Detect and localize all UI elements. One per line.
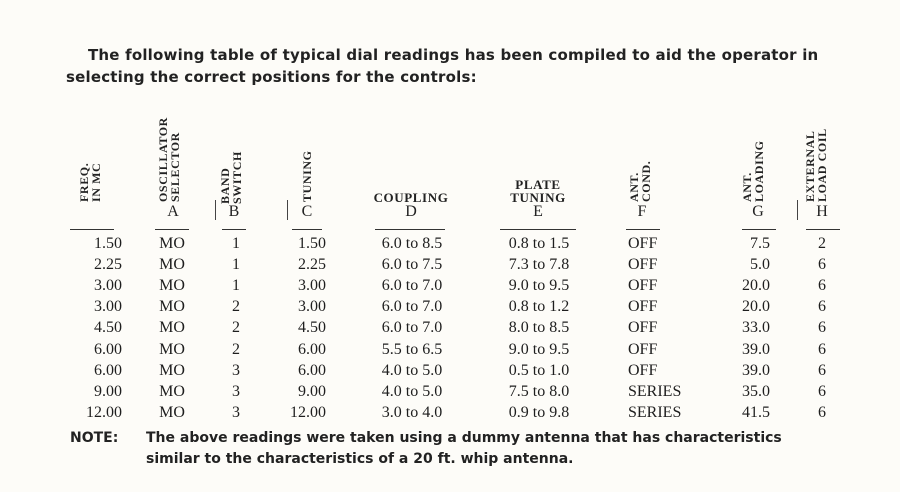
cell-ext: 6	[818, 340, 826, 358]
header-band-switch: BAND SWITCH	[218, 151, 244, 204]
cell-plate: 0.5 to 1.0	[508, 361, 570, 379]
cell-coup: 5.5 to 6.5	[381, 340, 443, 358]
header-tuning: TUNING	[300, 150, 314, 202]
table-row	[0, 381, 900, 402]
cell-osc: MO	[159, 298, 185, 316]
note-line-2: similar to the characteristics of a 20 ft. whip antenna.	[146, 451, 574, 467]
cell-plate: 9.0 to 9.5	[508, 277, 570, 295]
cell-band: 3	[232, 382, 240, 400]
letter-e: E	[533, 203, 543, 220]
cell-ant: OFF	[628, 235, 658, 252]
cell-plate: 7.3 to 7.8	[508, 256, 570, 274]
cell-ext: 6	[818, 256, 826, 274]
cell-freq: 6.00	[94, 340, 122, 358]
header-ant-cond: ANT. COND.	[627, 160, 653, 202]
cell-ext: 6	[818, 403, 826, 421]
cell-ext: 6	[818, 319, 826, 337]
cell-plate: 0.9 to 9.8	[508, 403, 570, 421]
header-rule	[375, 229, 445, 230]
cell-ext: 6	[818, 298, 826, 316]
cell-coup: 6.0 to 7.0	[381, 298, 443, 316]
header-rule	[500, 229, 576, 230]
header-rule	[806, 229, 840, 230]
cell-osc: MO	[159, 235, 185, 252]
cell-osc: MO	[159, 361, 185, 379]
letter-d: D	[405, 203, 417, 220]
header-rule	[626, 229, 660, 230]
column-separator	[797, 200, 798, 220]
column-separator	[215, 200, 216, 220]
cell-coup: 6.0 to 8.5	[381, 235, 443, 252]
note-label: NOTE:	[70, 430, 119, 446]
cell-plate: 8.0 to 8.5	[508, 319, 570, 337]
cell-freq: 4.50	[94, 319, 122, 337]
cell-ant: SERIES	[628, 403, 682, 421]
cell-tune: 6.00	[298, 340, 326, 358]
cell-coup: 6.0 to 7.0	[381, 319, 443, 337]
table-row	[0, 360, 900, 381]
cell-plate: 0.8 to 1.5	[508, 235, 570, 252]
cell-ant: OFF	[628, 298, 658, 316]
cell-band: 1	[232, 277, 240, 295]
table-row	[0, 254, 900, 275]
table-row	[0, 296, 900, 317]
cell-ant: OFF	[628, 361, 658, 379]
cell-ext: 6	[818, 382, 826, 400]
table-row	[0, 339, 900, 360]
cell-load: 41.5	[742, 403, 770, 421]
table-row	[0, 317, 900, 338]
header-oscillator-selector: OSCILLATOR SELECTOR	[156, 117, 182, 202]
letter-a: A	[167, 203, 179, 220]
cell-tune: 12.00	[290, 403, 326, 421]
header-coupling: COUPLING	[373, 190, 449, 205]
cell-tune: 6.00	[298, 361, 326, 379]
cell-osc: MO	[159, 382, 185, 400]
header-rule	[222, 229, 246, 230]
header-rule	[292, 229, 322, 230]
cell-tune: 3.00	[298, 298, 326, 316]
cell-freq: 12.00	[86, 403, 122, 421]
column-separator	[287, 200, 288, 220]
cell-osc: MO	[159, 340, 185, 358]
intro-line-2: selecting the correct positions for the controls:	[66, 68, 477, 86]
cell-osc: MO	[159, 403, 185, 421]
cell-freq: 1.50	[94, 235, 122, 252]
note-line-1: The above readings were taken using a dummy antenna that has characteristics	[146, 430, 782, 446]
cell-band: 3	[232, 403, 240, 421]
header-external-load-coil: EXTERNAL LOAD COIL	[803, 128, 829, 202]
cell-coup: 4.0 to 5.0	[381, 361, 443, 379]
cell-band: 2	[232, 340, 240, 358]
header-rule	[742, 229, 776, 230]
cell-plate: 7.5 to 8.0	[508, 382, 570, 400]
cell-osc: MO	[159, 319, 185, 337]
table-row	[0, 275, 900, 296]
cell-freq: 6.00	[94, 361, 122, 379]
header-freq: FREQ. IN MC	[77, 162, 103, 202]
cell-osc: MO	[159, 277, 185, 295]
cell-load: 20.0	[742, 298, 770, 316]
cell-tune: 1.50	[298, 235, 326, 252]
cell-load: 39.0	[742, 340, 770, 358]
cell-coup: 6.0 to 7.5	[381, 256, 443, 274]
cell-ant: OFF	[628, 277, 658, 295]
intro-paragraph	[66, 44, 856, 88]
cell-tune: 9.00	[298, 382, 326, 400]
cell-load: 20.0	[742, 277, 770, 295]
cell-tune: 2.25	[298, 256, 326, 274]
cell-coup: 3.0 to 4.0	[381, 403, 443, 421]
cell-band: 1	[232, 235, 240, 252]
cell-band: 2	[232, 319, 240, 337]
cell-load: 5.0	[750, 256, 770, 274]
cell-band: 2	[232, 298, 240, 316]
cell-coup: 6.0 to 7.0	[381, 277, 443, 295]
cell-tune: 3.00	[298, 277, 326, 295]
letter-c: C	[301, 203, 313, 220]
cell-tune: 4.50	[298, 319, 326, 337]
cell-osc: MO	[159, 256, 185, 274]
cell-plate: 0.8 to 1.2	[508, 298, 570, 316]
header-rule	[70, 229, 114, 230]
header-plate-tuning: PLATE TUNING	[510, 177, 566, 205]
cell-ant: OFF	[628, 256, 658, 274]
cell-load: 35.0	[742, 382, 770, 400]
cell-ext: 6	[818, 277, 826, 295]
cell-load: 7.5	[750, 235, 770, 252]
cell-ant: OFF	[628, 319, 658, 337]
header-rule	[155, 229, 189, 230]
cell-plate: 9.0 to 9.5	[508, 340, 570, 358]
cell-freq: 3.00	[94, 277, 122, 295]
cell-band: 1	[232, 256, 240, 274]
cell-freq: 3.00	[94, 298, 122, 316]
header-ant-loading: ANT. LOADING	[740, 140, 766, 202]
cell-ext: 2	[818, 235, 826, 252]
table-row	[0, 233, 900, 254]
cell-ext: 6	[818, 361, 826, 379]
intro-line-1: The following table of typical dial readings has been compiled to aid the operator in	[88, 46, 819, 64]
letter-f: F	[637, 203, 647, 220]
cell-ant: OFF	[628, 340, 658, 358]
letter-g: G	[752, 203, 764, 220]
letter-h: H	[816, 203, 828, 220]
cell-freq: 9.00	[94, 382, 122, 400]
cell-load: 33.0	[742, 319, 770, 337]
cell-coup: 4.0 to 5.0	[381, 382, 443, 400]
cell-load: 39.0	[742, 361, 770, 379]
cell-band: 3	[232, 361, 240, 379]
letter-b: B	[228, 203, 240, 220]
table-row	[0, 402, 900, 423]
cell-ant: SERIES	[628, 382, 682, 400]
cell-freq: 2.25	[94, 256, 122, 274]
